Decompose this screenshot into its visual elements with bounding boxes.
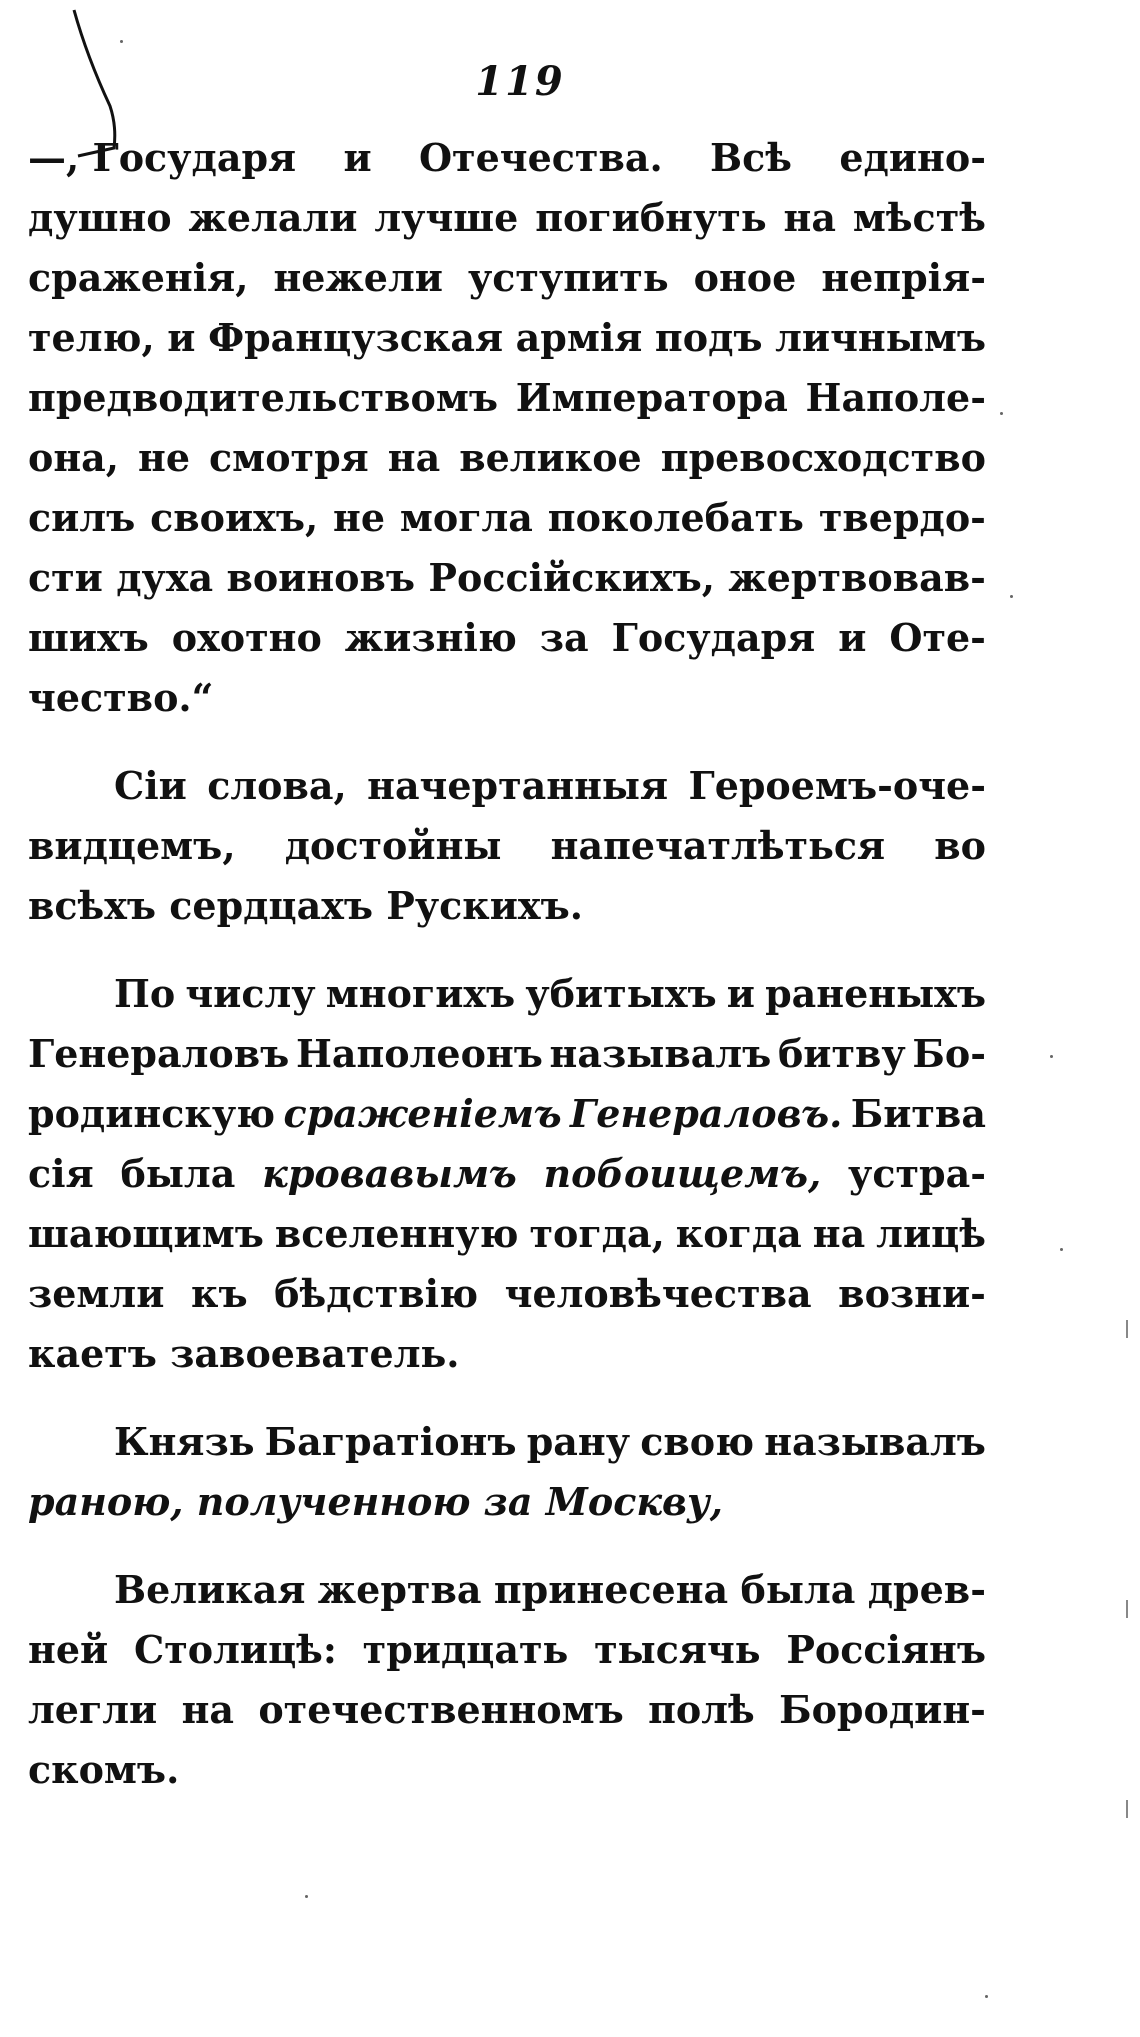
word: человѣчества [504, 1271, 812, 1316]
word: побоищемъ, [543, 1151, 822, 1196]
word: убитыхъ [525, 971, 717, 1016]
word: каетъ [28, 1331, 171, 1376]
text-line [28, 1084, 986, 1144]
word: смотря [209, 435, 369, 480]
word: Москву, [545, 1479, 723, 1524]
word: Сіи [114, 763, 187, 808]
text-line [28, 128, 986, 188]
word: была [740, 1567, 856, 1612]
word: легли [28, 1687, 158, 1732]
body-text [28, 128, 986, 1800]
text-line [28, 964, 986, 1024]
word: мѣстѣ [852, 195, 986, 240]
word: Императора [515, 375, 788, 420]
word: непрія- [821, 255, 986, 300]
text-line [28, 1324, 986, 1384]
word: кровавымъ [262, 1151, 517, 1196]
word: оное [693, 255, 797, 300]
paragraph [28, 1412, 986, 1532]
word: Багратіонъ [264, 1419, 517, 1464]
print-speck [120, 40, 123, 43]
margin-rule-mark [1126, 1800, 1128, 1818]
word: называлъ [549, 1031, 772, 1076]
word: Наполе- [805, 375, 986, 420]
word: достойны [284, 823, 502, 868]
word: слова, [207, 763, 347, 808]
word: принесена [493, 1567, 729, 1612]
word: Столицѣ: [133, 1627, 337, 1672]
word: Французская [208, 315, 504, 360]
word: къ [191, 1271, 248, 1316]
word: завоеватель. [170, 1331, 460, 1376]
page-number: 119 [475, 58, 565, 105]
word: на [181, 1687, 234, 1732]
text-line [28, 188, 986, 248]
word: была [120, 1151, 236, 1196]
text-line [28, 308, 986, 368]
word: Бо- [912, 1031, 986, 1076]
word: лицѣ [876, 1211, 986, 1256]
word: предводительствомъ [28, 375, 499, 420]
paragraph-gap [28, 1532, 986, 1560]
word: когда [675, 1211, 802, 1256]
word: жертва [317, 1567, 482, 1612]
word: сія [28, 1151, 94, 1196]
word: во [934, 823, 986, 868]
word: своихъ, [150, 495, 319, 540]
print-speck [1000, 412, 1003, 415]
word: Оте- [889, 615, 986, 660]
text-line [28, 488, 986, 548]
paragraph [28, 1560, 986, 1800]
print-speck [305, 1895, 308, 1898]
word: желали [188, 195, 358, 240]
print-speck [1060, 1248, 1063, 1251]
word: Героемъ-оче- [688, 763, 986, 808]
paragraph-gap [28, 728, 986, 756]
paragraph [28, 964, 986, 1384]
word: Государя [611, 615, 816, 660]
margin-rule-mark [1126, 1320, 1128, 1338]
text-line [28, 756, 986, 816]
paragraph-gap [28, 1384, 986, 1412]
word: твердо- [818, 495, 986, 540]
word: земли [28, 1271, 165, 1316]
word: сердцахъ [169, 883, 387, 928]
word: армія [515, 315, 643, 360]
word: лучше [374, 195, 519, 240]
word: воиновъ [226, 555, 416, 600]
word: отечественномъ [258, 1687, 624, 1732]
word: Отечества. [418, 135, 663, 180]
word: тогда, [529, 1211, 665, 1256]
word: родинскую [28, 1091, 276, 1136]
word: и [167, 315, 196, 360]
word: скомъ. [28, 1747, 180, 1792]
word: духа [116, 555, 214, 600]
paragraph-gap [28, 936, 986, 964]
word: многихъ [325, 971, 516, 1016]
paragraph [28, 756, 986, 936]
word: телю, [28, 315, 155, 360]
word: тридцать [362, 1627, 569, 1672]
word: тысячь [594, 1627, 761, 1672]
word: ней [28, 1627, 109, 1672]
text-line [28, 1620, 986, 1680]
word: Князь [114, 1419, 255, 1464]
text-line [28, 248, 986, 308]
paragraph [28, 128, 986, 728]
text-line [28, 548, 986, 608]
word: едино- [839, 135, 986, 180]
word: напечатлѣться [550, 823, 886, 868]
word: возни- [838, 1271, 986, 1316]
word: Великая [114, 1567, 306, 1612]
word: не [138, 435, 191, 480]
word: сти [28, 555, 103, 600]
word: Рускихъ. [386, 883, 583, 928]
word: шихъ [28, 615, 149, 660]
word: за [539, 615, 589, 660]
word: начертанныя [367, 763, 669, 808]
word: Россійскихъ, [428, 555, 716, 600]
text-line [28, 1740, 986, 1800]
word: превосходство [660, 435, 986, 480]
word: она, [28, 435, 120, 480]
word: сраженіемъ [283, 1091, 562, 1136]
word: жизнію [344, 615, 517, 660]
word: раною, [28, 1479, 197, 1524]
word: великое [459, 435, 642, 480]
word: сраженія, [28, 255, 249, 300]
word: жертвовав- [728, 555, 986, 600]
word: всѣхъ [28, 883, 170, 928]
word: поколебать [547, 495, 804, 540]
word: Россіянъ [786, 1627, 986, 1672]
word: личнымъ [775, 315, 986, 360]
print-speck [985, 1995, 988, 1998]
word: Наполеонъ [295, 1031, 543, 1076]
word: уступить [467, 255, 669, 300]
word: бѣдствію [274, 1271, 479, 1316]
word: видцемъ, [28, 823, 236, 868]
word: Всѣ [710, 135, 793, 180]
word: погибнуть [535, 195, 767, 240]
word: охотно [171, 615, 322, 660]
word: Генераловъ [28, 1031, 290, 1076]
word: и [838, 615, 867, 660]
word: чество.“ [28, 675, 214, 720]
text-line [28, 1412, 986, 1472]
word: душно [28, 195, 172, 240]
word: нежели [273, 255, 443, 300]
word: шающимъ [28, 1211, 264, 1256]
word: и [343, 135, 372, 180]
word: числу [185, 971, 316, 1016]
text-line [28, 1472, 986, 1532]
print-speck [1050, 1055, 1053, 1058]
word: По [114, 971, 176, 1016]
word: на [387, 435, 441, 480]
word: называлъ [764, 1419, 986, 1464]
print-speck [1010, 595, 1013, 598]
word: вселенную [274, 1211, 519, 1256]
text-line [28, 668, 986, 728]
text-line [28, 876, 986, 936]
word: за [483, 1479, 546, 1524]
text-line [28, 368, 986, 428]
text-line [28, 1144, 986, 1204]
word: подъ [654, 315, 763, 360]
word: рану [526, 1419, 631, 1464]
text-line [28, 1024, 986, 1084]
word: на [812, 1211, 866, 1256]
margin-rule-mark [1126, 1600, 1128, 1618]
text-line [28, 1680, 986, 1740]
text-line [28, 608, 986, 668]
word: свою [640, 1419, 755, 1464]
text-line [28, 1204, 986, 1264]
word: Битва [850, 1091, 986, 1136]
word: Генераловъ. [569, 1091, 843, 1136]
text-line [28, 816, 986, 876]
word: силъ [28, 495, 136, 540]
word: полѣ [648, 1687, 755, 1732]
word: битву [777, 1031, 906, 1076]
word: древ- [867, 1567, 986, 1612]
word: и [726, 971, 755, 1016]
word: на [783, 195, 836, 240]
word: —, Государя [28, 135, 297, 180]
word: устра- [848, 1151, 986, 1196]
word: Бородин- [779, 1687, 986, 1732]
word: раненыхъ [765, 971, 986, 1016]
text-line [28, 428, 986, 488]
word: могла [399, 495, 533, 540]
text-line [28, 1264, 986, 1324]
text-line [28, 1560, 986, 1620]
word: не [333, 495, 386, 540]
word: полученною [196, 1479, 484, 1524]
